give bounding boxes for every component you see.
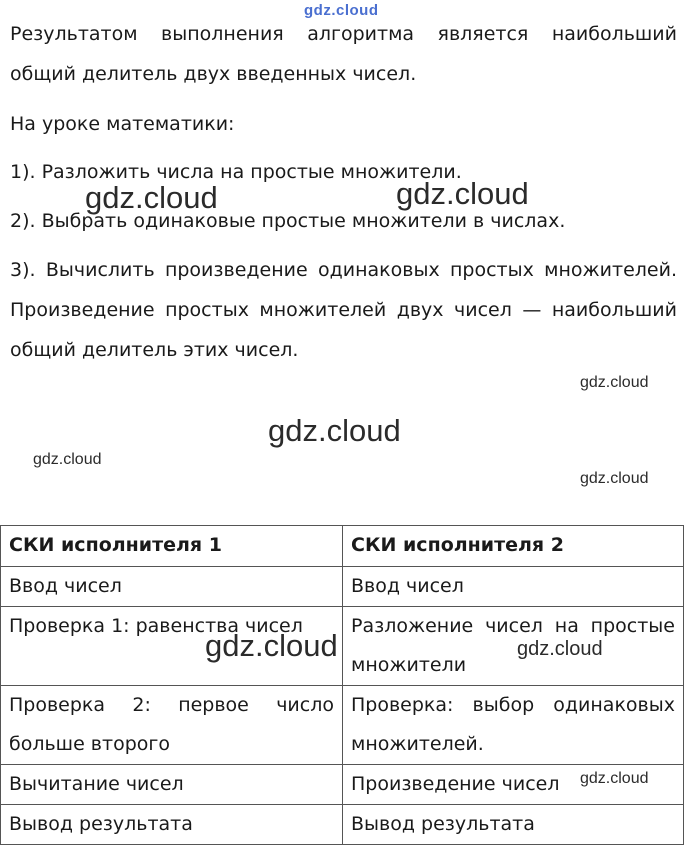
watermark: gdz.cloud [517, 638, 603, 660]
table-cell-text: Разложение чисел на простые множители [351, 615, 675, 676]
watermark: gdz.cloud [396, 176, 529, 211]
watermark: gdz.cloud [580, 374, 649, 391]
ski-comparison-table [0, 525, 684, 845]
table-header-cell: СКИ исполнителя 2 [343, 526, 684, 567]
table-cell: Вывод результата [1, 805, 343, 845]
watermark: gdz.cloud [33, 451, 102, 468]
table-cell-text: Проверка 1: равенства чисел [9, 615, 303, 637]
table-row [1, 567, 684, 607]
table-cell: Произведение чисел [343, 765, 684, 805]
table-header-row [1, 526, 684, 567]
lesson-heading: На уроке математики: [10, 113, 235, 135]
watermark-top: gdz.cloud [304, 2, 379, 19]
table-cell: Вывод результата [343, 805, 684, 845]
step-1: 1). Разложить числа на простые множители. [10, 161, 462, 183]
table-cell: Вычитание чисел [1, 765, 343, 805]
watermark: gdz.cloud [580, 770, 649, 787]
intro-paragraph: Результатом выполнения алгоритма является наибольший общий делитель двух введенных чисел. [10, 23, 677, 85]
table-cell [343, 607, 684, 686]
step-2: 2). Выбрать одинаковые простые множители в числах. [10, 210, 566, 232]
step-3: 3). Вычислить произведение одинаковых простых множителей. Произведение простых множителей двух чисел — наибольший общий делитель этих чисел. [10, 259, 677, 361]
table-cell [1, 686, 343, 765]
table-row [1, 686, 684, 765]
watermark: gdz.cloud [268, 413, 401, 448]
watermark: gdz.cloud [85, 180, 218, 215]
table-cell: Ввод чисел [1, 567, 343, 607]
table-row [1, 805, 684, 845]
table-header-cell: СКИ исполнителя 1 [1, 526, 343, 567]
watermark: gdz.cloud [580, 470, 649, 487]
table-cell-text: Проверка 2: первое число больше второго [9, 694, 334, 755]
table-cell [343, 686, 684, 765]
watermark: gdz.cloud [205, 628, 338, 663]
table-cell: Ввод чисел [343, 567, 684, 607]
table-cell-text: Проверка: выбор одинаковых множителей. [351, 694, 675, 755]
